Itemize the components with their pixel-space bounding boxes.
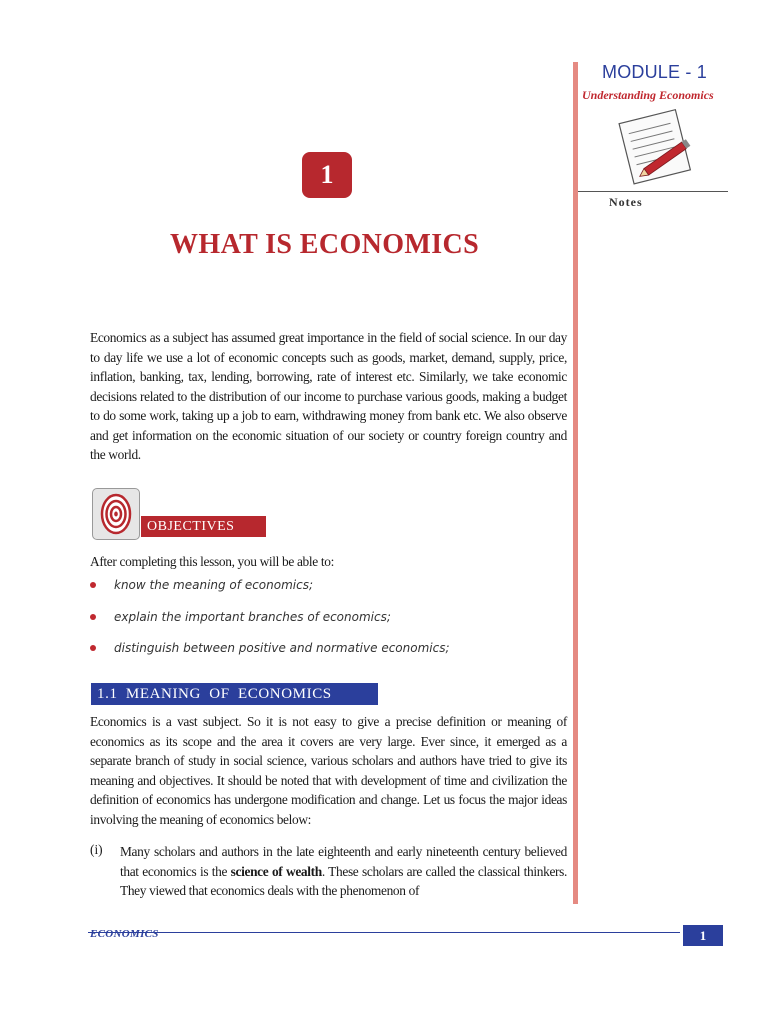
notes-label: Notes [609,195,643,209]
list-item-text-cont: . These scholars are called the classical thinkers. They viewed that economics deals with the phenomenon of [120,863,567,898]
notepad-pencil-icon [606,108,702,186]
notes-divider [578,191,728,192]
section-paragraph: Economics is a vast subject. So it is not easy to give a precise definition or meaning of economics as its scope and the area it covers are very large. Ever since, it emerged as a separate branch of study in social science, various scholars and authors have tried to give its meaning and objectives. It should be noted that with development of time and civilization the definition of economics has undergone modification and change. Let us focus the major ideas involving the meaning of economics below: [90,714,567,827]
module-subtitle: Understanding Economics [582,88,714,102]
objectives-heading: OBJECTIVES [141,516,266,537]
bullet-icon [90,614,96,620]
objective-item [90,610,391,624]
objective-text: distinguish between positive and normative economics; [114,641,450,655]
chapter-title: WHAT IS ECONOMICS [170,229,480,260]
target-icon [92,488,140,540]
bullet-icon [90,582,96,588]
objective-item [90,641,450,655]
list-marker: (i) [90,842,103,857]
bullet-icon [90,645,96,651]
module-label: MODULE - 1 [602,62,708,82]
intro-paragraph: Economics as a subject has assumed great importance in the field of social science. In our day to day life we use a lot of economic concepts such as goods, market, demand, supply, price, inflation, banking, tax, lending, borrowing, rate of interest etc. Similarly, we take economic decisions related to the distribution of our income to purchase various goods, making a budget to do some work, taking up a job to earn, withdrawing money from bank etc. We also observe and get information on the economic situation of our society or country foreign country and the world. [90,330,567,462]
list-item-text: Many scholars and authors in the late eighteenth and early nineteenth century believed that economics is the [120,844,567,879]
margin-rule [573,62,578,904]
objective-item [90,578,313,592]
list-item-emphasis: science of wealth [230,863,322,879]
section-heading: 1.1 MEANING OF ECONOMICS [91,683,378,705]
objectives-lead: After completing this lesson, you will be able to: [90,554,334,569]
chapter-number-badge: 1 [302,152,352,198]
page-number: 1 [683,925,723,946]
footer-subject: ECONOMICS [90,928,159,940]
footer-rule [88,932,680,933]
objective-text: know the meaning of economics; [114,578,314,592]
objective-text: explain the important branches of economics; [114,610,391,624]
list-item [120,842,567,901]
